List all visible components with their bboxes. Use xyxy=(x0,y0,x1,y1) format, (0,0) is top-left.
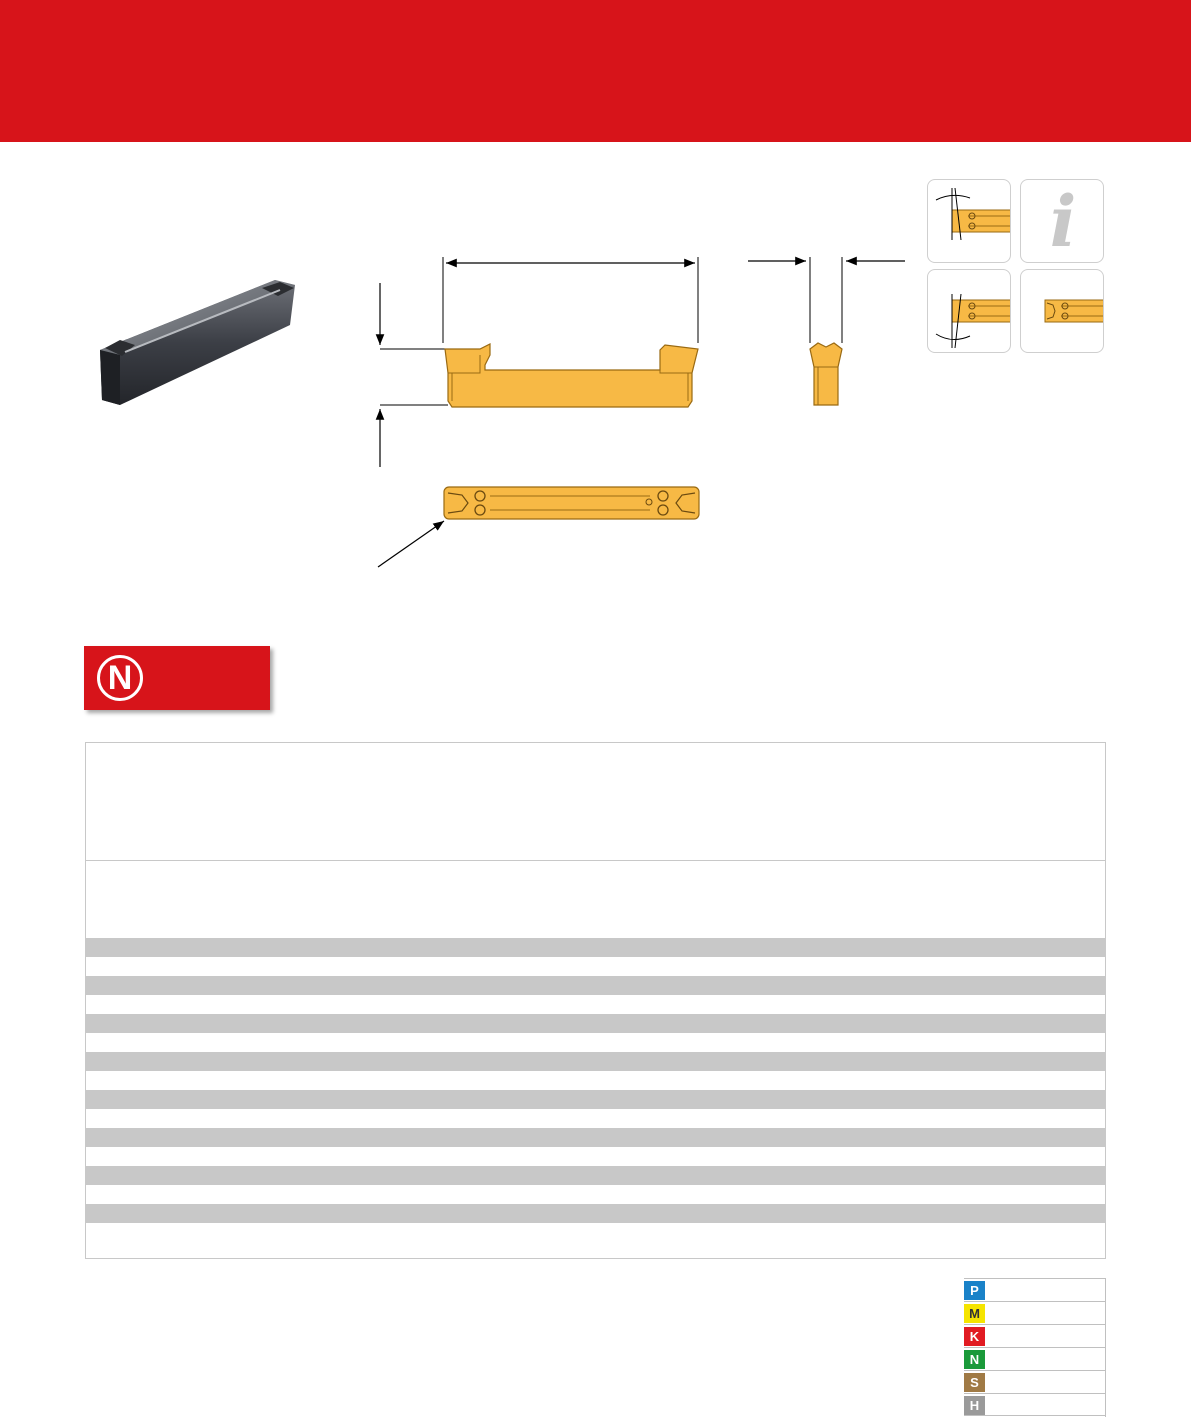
material-chip: K xyxy=(964,1327,985,1346)
material-chip: H xyxy=(964,1396,985,1415)
table-header-bottom xyxy=(86,861,1105,938)
material-chip: P xyxy=(964,1281,985,1300)
material-group-tab xyxy=(84,646,270,710)
insert-end-view-icon xyxy=(1021,270,1104,353)
table-row xyxy=(86,1147,1105,1166)
legend-row xyxy=(964,1301,1106,1324)
insert-technical-drawing xyxy=(340,245,920,585)
table-row xyxy=(86,1223,1105,1242)
table-row xyxy=(86,976,1105,995)
tile-insert-angle-top xyxy=(927,179,1011,263)
insert-angle-bottom-icon xyxy=(928,270,1011,353)
tile-info xyxy=(1020,179,1104,263)
table-row xyxy=(86,1128,1105,1147)
legend-row xyxy=(964,1324,1106,1347)
material-chip: N xyxy=(964,1350,985,1369)
info-icon: i xyxy=(1049,180,1077,263)
table-row xyxy=(86,957,1105,976)
data-table xyxy=(85,742,1106,1259)
legend-row xyxy=(964,1370,1106,1393)
table-row xyxy=(86,1071,1105,1090)
table-row xyxy=(86,1014,1105,1033)
material-chip: S xyxy=(964,1373,985,1392)
table-row xyxy=(86,1033,1105,1052)
legend-row xyxy=(964,1278,1106,1301)
tile-insert-angle-bottom xyxy=(927,269,1011,353)
header-band xyxy=(0,0,1191,142)
insert-angle-top-icon xyxy=(928,180,1011,263)
legend-row xyxy=(964,1347,1106,1370)
table-header-top xyxy=(86,743,1105,861)
table-row xyxy=(86,995,1105,1014)
table-row xyxy=(86,1185,1105,1204)
product-photo xyxy=(90,270,305,415)
tile-insert-end-view xyxy=(1020,269,1104,353)
table-row xyxy=(86,1090,1105,1109)
table-row xyxy=(86,1166,1105,1185)
material-chip: M xyxy=(964,1304,985,1323)
material-letter-badge: N xyxy=(97,655,143,701)
table-row xyxy=(86,1109,1105,1128)
material-legend xyxy=(964,1278,1106,1416)
table-row xyxy=(86,1052,1105,1071)
table-row xyxy=(86,938,1105,957)
table-row xyxy=(86,1204,1105,1223)
legend-row xyxy=(964,1393,1106,1416)
table-body xyxy=(86,938,1105,1242)
